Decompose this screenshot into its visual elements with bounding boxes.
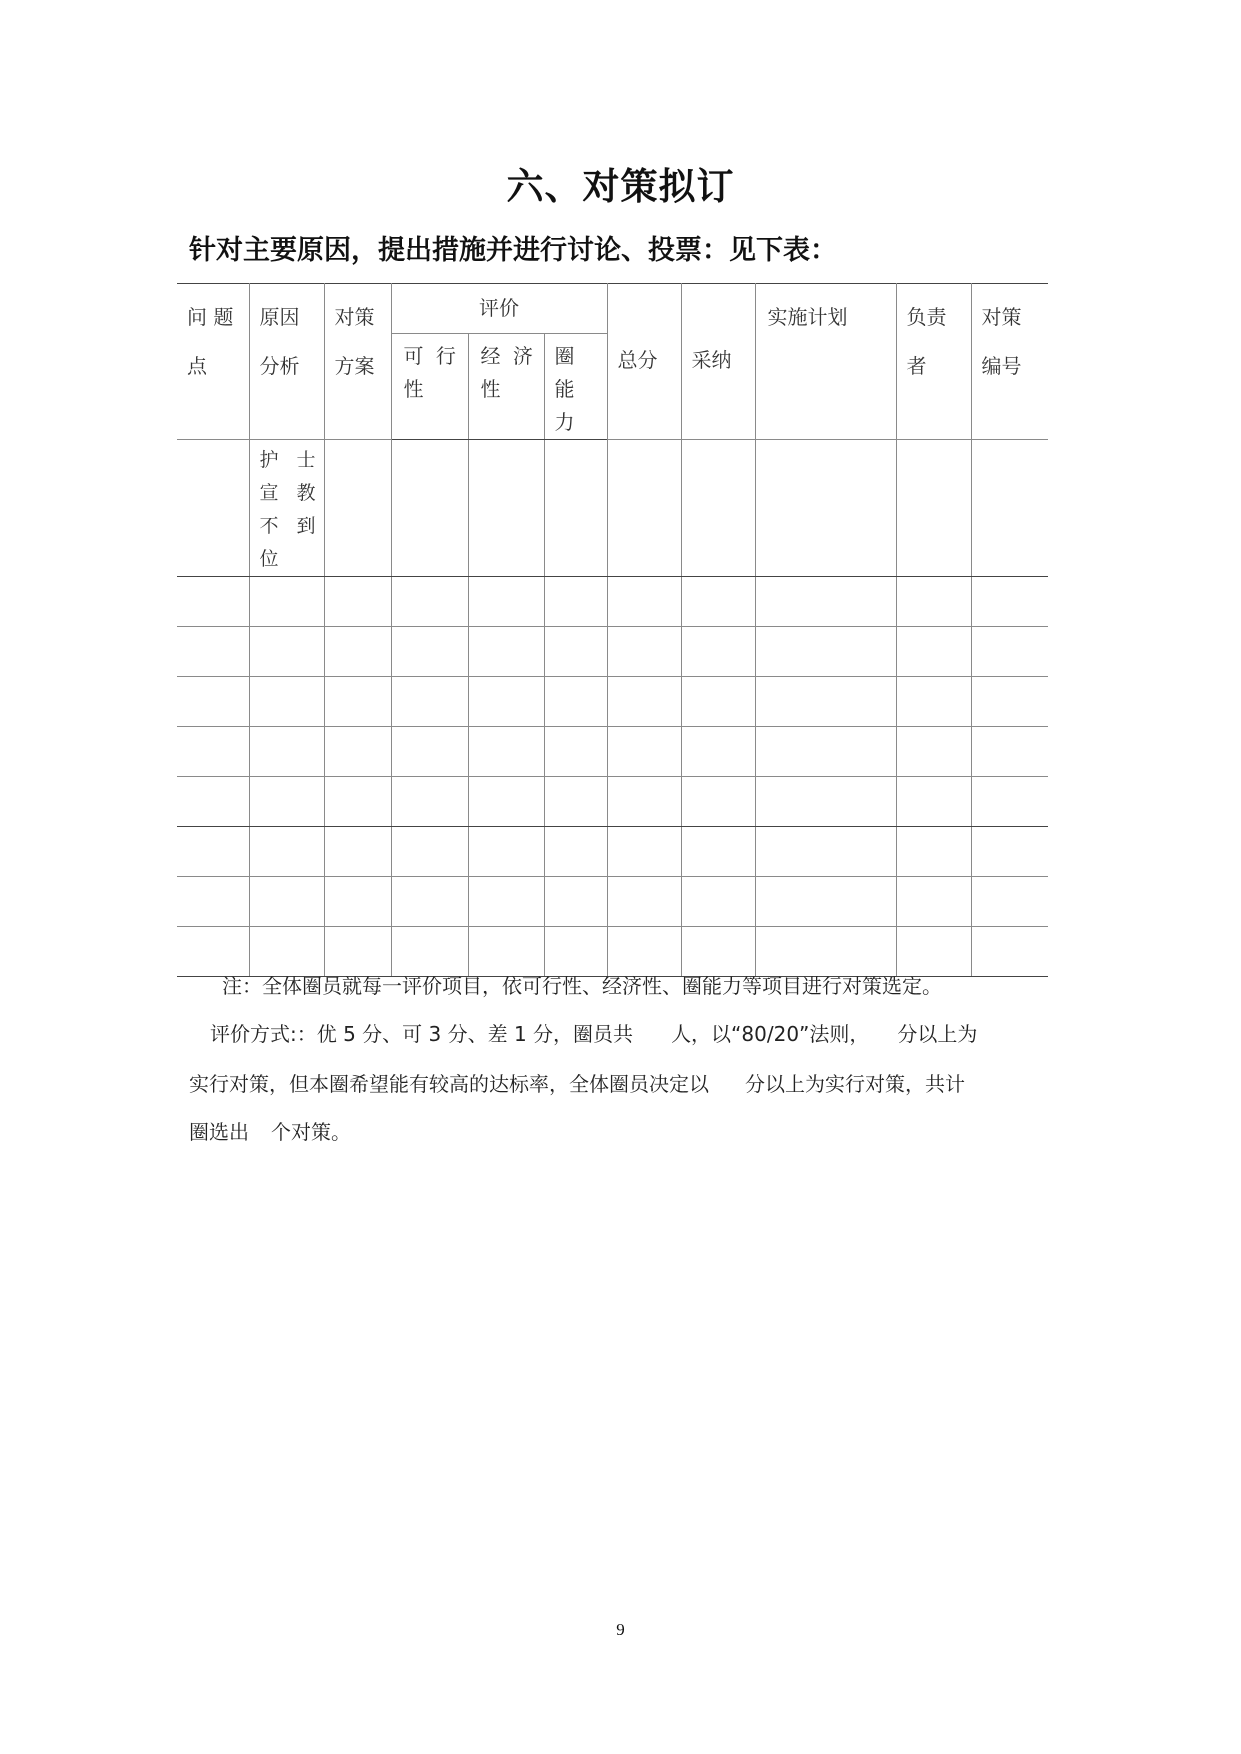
header-evaluation: 评价: [391, 284, 607, 334]
page-title: 六、对策拟订: [506, 164, 735, 208]
header-feasibility: 可 行 性: [391, 334, 468, 440]
header-countermeasure-no: 对策 编号: [971, 284, 1048, 440]
header-countermeasure-plan: 对策 方案: [324, 284, 391, 440]
page-number: 9: [616, 1620, 625, 1639]
header-problem-point: 问 题 点: [177, 284, 249, 440]
table-row: [177, 827, 1048, 877]
header-cause-analysis: 原因 分析: [249, 284, 324, 440]
section-subtitle: 针对主要原因，提出措施并进行讨论、投票：见下表：: [189, 235, 837, 266]
header-responsible: 负责 者: [896, 284, 971, 440]
table-row: [177, 927, 1048, 977]
table-row: [177, 677, 1048, 727]
cause-cell: 护 士 宣 教 不 到 位: [249, 440, 324, 577]
table-note: 注：全体圈员就每一评价项目，依可行性、经济性、圈能力等项目进行对策选定。: [222, 974, 942, 998]
evaluation-method-line2: 实行对策，但本圈希望能有较高的达标率，全体圈员决定以 分以上为实行对策，共计: [189, 1072, 965, 1096]
table-row: [177, 577, 1048, 627]
header-total-score: 总分: [607, 284, 681, 440]
evaluation-method-line3: 圈选出 个对策。: [189, 1120, 351, 1144]
table-row: [177, 440, 1048, 577]
header-implementation-plan: 实施计划: [755, 284, 896, 440]
table-row: [177, 877, 1048, 927]
table-row: [177, 777, 1048, 827]
table-row: [177, 727, 1048, 777]
countermeasure-table: [177, 283, 1048, 977]
header-adopt: 采纳: [681, 284, 755, 440]
header-circle-ability: 圈 能 力: [544, 334, 607, 440]
evaluation-method-line1: 评价方式:：优 5 分、可 3 分、差 1 分，圈员共 人，以“80/20”法则， 分以上为: [210, 1022, 978, 1046]
header-economy: 经 济 性: [468, 334, 544, 440]
table-row: [177, 627, 1048, 677]
